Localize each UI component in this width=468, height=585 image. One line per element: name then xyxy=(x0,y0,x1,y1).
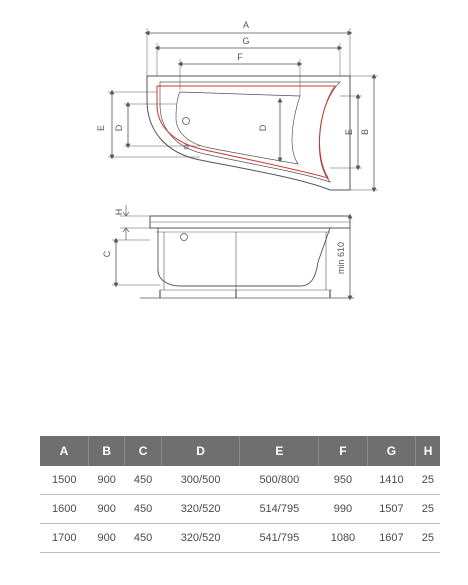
label-e-right: E xyxy=(344,128,354,136)
cell: 1607 xyxy=(367,524,415,553)
cell: 990 xyxy=(319,495,367,524)
header-b: B xyxy=(88,436,124,466)
cell: 300/500 xyxy=(161,466,240,495)
side-view xyxy=(112,205,354,298)
table-row xyxy=(40,495,440,524)
header-f: F xyxy=(319,436,367,466)
cell: 25 xyxy=(416,466,440,495)
cell: 1700 xyxy=(40,524,88,553)
top-view xyxy=(108,28,378,190)
header-h: H xyxy=(416,436,440,466)
label-d-left: D xyxy=(114,124,124,132)
cell: 950 xyxy=(319,466,367,495)
cell: 900 xyxy=(88,524,124,553)
cell: 450 xyxy=(125,524,161,553)
cell: 1500 xyxy=(40,466,88,495)
cell: 1600 xyxy=(40,495,88,524)
cell: 900 xyxy=(88,466,124,495)
cell: 1410 xyxy=(367,466,415,495)
label-e-left: E xyxy=(96,124,106,132)
header-a: A xyxy=(40,436,88,466)
cell: 450 xyxy=(125,466,161,495)
cell: 25 xyxy=(416,495,440,524)
label-b: B xyxy=(360,128,370,136)
dimensions-table xyxy=(40,436,440,553)
cell: 450 xyxy=(125,495,161,524)
header-d: D xyxy=(161,436,240,466)
table-header-row xyxy=(40,436,440,466)
label-min-height: min 610 xyxy=(336,241,346,275)
label-a: A xyxy=(242,20,250,30)
cell: 1080 xyxy=(319,524,367,553)
cell: 541/795 xyxy=(240,524,319,553)
label-d-center: D xyxy=(258,124,268,132)
cell: 514/795 xyxy=(240,495,319,524)
label-f: F xyxy=(237,52,243,62)
cell: 500/800 xyxy=(240,466,319,495)
cell: 900 xyxy=(88,495,124,524)
label-c: C xyxy=(102,250,112,258)
table-row xyxy=(40,524,440,553)
header-g: G xyxy=(367,436,415,466)
label-h: H xyxy=(114,208,124,216)
table-row xyxy=(40,466,440,495)
label-g: G xyxy=(242,36,250,46)
cell: 1507 xyxy=(367,495,415,524)
header-e: E xyxy=(240,436,319,466)
header-c: C xyxy=(125,436,161,466)
cell: 320/520 xyxy=(161,495,240,524)
cell: 320/520 xyxy=(161,524,240,553)
cell: 25 xyxy=(416,524,440,553)
